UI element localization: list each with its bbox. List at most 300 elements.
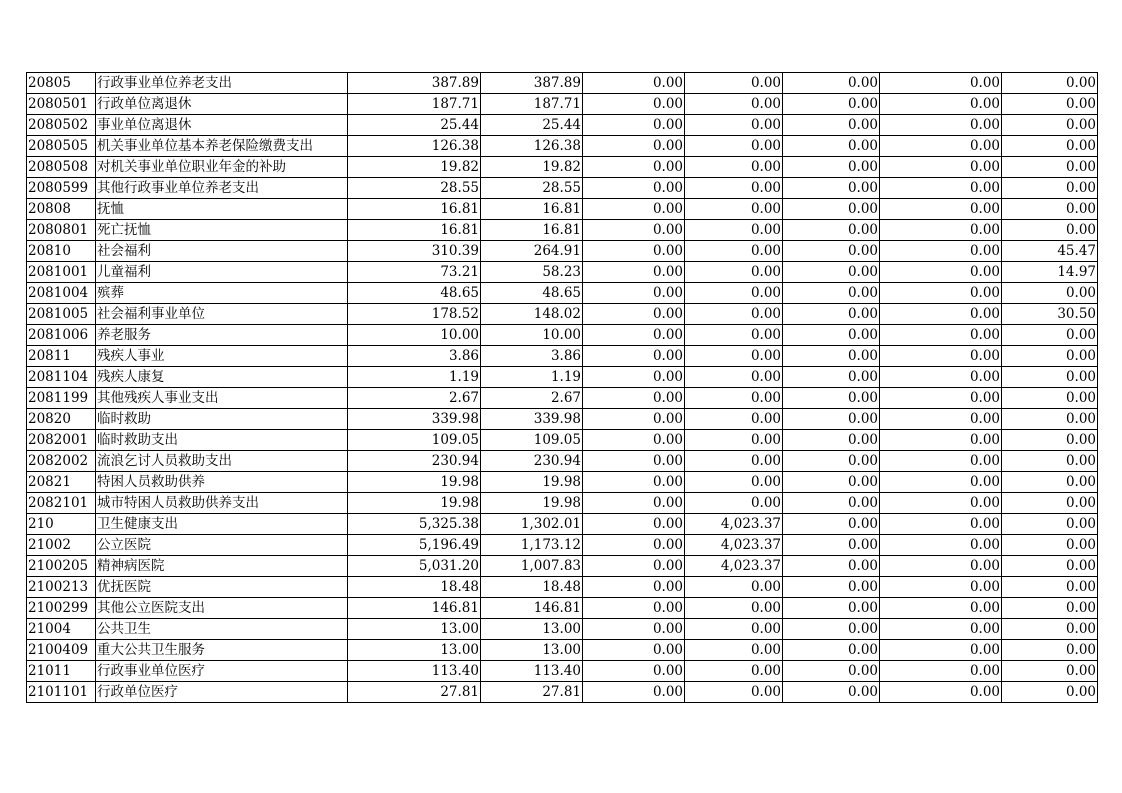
table-row bbox=[27, 94, 1098, 115]
amount-cell: 0.00 bbox=[880, 283, 1002, 304]
amount-cell: 1.19 bbox=[481, 367, 583, 388]
table-row bbox=[27, 556, 1098, 577]
amount-cell: 13.00 bbox=[348, 640, 481, 661]
amount-cell: 0.00 bbox=[583, 304, 685, 325]
subject-name-cell: 儿童福利 bbox=[96, 262, 348, 283]
amount-cell: 0.00 bbox=[880, 367, 1002, 388]
subject-code-cell: 21002 bbox=[27, 535, 96, 556]
subject-code-cell: 2080801 bbox=[27, 220, 96, 241]
amount-cell: 0.00 bbox=[880, 220, 1002, 241]
amount-cell: 0.00 bbox=[783, 619, 880, 640]
table-row bbox=[27, 346, 1098, 367]
table-row bbox=[27, 220, 1098, 241]
amount-cell: 27.81 bbox=[481, 682, 583, 703]
amount-cell: 28.55 bbox=[481, 178, 583, 199]
amount-cell: 0.00 bbox=[1002, 388, 1098, 409]
amount-cell: 19.82 bbox=[481, 157, 583, 178]
subject-name-cell: 重大公共卫生服务 bbox=[96, 640, 348, 661]
amount-cell: 0.00 bbox=[685, 220, 783, 241]
amount-cell: 0.00 bbox=[583, 451, 685, 472]
amount-cell: 0.00 bbox=[783, 367, 880, 388]
amount-cell: 0.00 bbox=[783, 661, 880, 682]
amount-cell: 0.00 bbox=[685, 115, 783, 136]
subject-name-cell: 城市特困人员救助供养支出 bbox=[96, 493, 348, 514]
amount-cell: 4,023.37 bbox=[685, 535, 783, 556]
amount-cell: 0.00 bbox=[583, 367, 685, 388]
amount-cell: 0.00 bbox=[685, 241, 783, 262]
amount-cell: 2.67 bbox=[348, 388, 481, 409]
table-row bbox=[27, 472, 1098, 493]
amount-cell: 230.94 bbox=[481, 451, 583, 472]
subject-name-cell: 公立医院 bbox=[96, 535, 348, 556]
amount-cell: 0.00 bbox=[880, 73, 1002, 94]
amount-cell: 0.00 bbox=[783, 325, 880, 346]
table-row bbox=[27, 409, 1098, 430]
amount-cell: 126.38 bbox=[348, 136, 481, 157]
subject-name-cell: 其他公立医院支出 bbox=[96, 598, 348, 619]
amount-cell: 0.00 bbox=[583, 640, 685, 661]
subject-name-cell: 事业单位离退休 bbox=[96, 115, 348, 136]
subject-code-cell: 2100409 bbox=[27, 640, 96, 661]
amount-cell: 113.40 bbox=[481, 661, 583, 682]
amount-cell: 48.65 bbox=[348, 283, 481, 304]
amount-cell: 0.00 bbox=[685, 451, 783, 472]
amount-cell: 18.48 bbox=[348, 577, 481, 598]
amount-cell: 3.86 bbox=[481, 346, 583, 367]
budget-table bbox=[26, 72, 1098, 703]
amount-cell: 0.00 bbox=[1002, 94, 1098, 115]
amount-cell: 0.00 bbox=[1002, 73, 1098, 94]
amount-cell: 58.23 bbox=[481, 262, 583, 283]
subject-code-cell: 2080599 bbox=[27, 178, 96, 199]
amount-cell: 0.00 bbox=[685, 199, 783, 220]
amount-cell: 0.00 bbox=[880, 262, 1002, 283]
amount-cell: 0.00 bbox=[783, 451, 880, 472]
amount-cell: 310.39 bbox=[348, 241, 481, 262]
amount-cell: 0.00 bbox=[783, 577, 880, 598]
amount-cell: 0.00 bbox=[880, 115, 1002, 136]
amount-cell: 0.00 bbox=[880, 661, 1002, 682]
amount-cell: 0.00 bbox=[583, 493, 685, 514]
amount-cell: 0.00 bbox=[1002, 178, 1098, 199]
amount-cell: 0.00 bbox=[685, 577, 783, 598]
amount-cell: 0.00 bbox=[783, 598, 880, 619]
amount-cell: 0.00 bbox=[583, 514, 685, 535]
subject-name-cell: 残疾人康复 bbox=[96, 367, 348, 388]
subject-name-cell: 卫生健康支出 bbox=[96, 514, 348, 535]
amount-cell: 0.00 bbox=[685, 640, 783, 661]
subject-name-cell: 优抚医院 bbox=[96, 577, 348, 598]
amount-cell: 0.00 bbox=[1002, 220, 1098, 241]
amount-cell: 0.00 bbox=[1002, 430, 1098, 451]
table-row bbox=[27, 514, 1098, 535]
subject-code-cell: 21011 bbox=[27, 661, 96, 682]
subject-code-cell: 2082002 bbox=[27, 451, 96, 472]
amount-cell: 30.50 bbox=[1002, 304, 1098, 325]
amount-cell: 0.00 bbox=[685, 73, 783, 94]
subject-name-cell: 公共卫生 bbox=[96, 619, 348, 640]
table-row bbox=[27, 493, 1098, 514]
amount-cell: 0.00 bbox=[1002, 493, 1098, 514]
amount-cell: 146.81 bbox=[481, 598, 583, 619]
amount-cell: 0.00 bbox=[583, 241, 685, 262]
amount-cell: 0.00 bbox=[1002, 598, 1098, 619]
subject-name-cell: 行政单位离退休 bbox=[96, 94, 348, 115]
amount-cell: 0.00 bbox=[583, 388, 685, 409]
amount-cell: 0.00 bbox=[880, 472, 1002, 493]
amount-cell: 13.00 bbox=[481, 619, 583, 640]
amount-cell: 0.00 bbox=[583, 598, 685, 619]
subject-code-cell: 21004 bbox=[27, 619, 96, 640]
amount-cell: 0.00 bbox=[1002, 115, 1098, 136]
amount-cell: 0.00 bbox=[880, 514, 1002, 535]
amount-cell: 0.00 bbox=[685, 283, 783, 304]
subject-code-cell: 2080508 bbox=[27, 157, 96, 178]
amount-cell: 0.00 bbox=[583, 682, 685, 703]
amount-cell: 0.00 bbox=[783, 430, 880, 451]
amount-cell: 0.00 bbox=[583, 136, 685, 157]
amount-cell: 0.00 bbox=[1002, 346, 1098, 367]
amount-cell: 13.00 bbox=[348, 619, 481, 640]
amount-cell: 25.44 bbox=[481, 115, 583, 136]
subject-code-cell: 2081199 bbox=[27, 388, 96, 409]
table-row bbox=[27, 451, 1098, 472]
amount-cell: 0.00 bbox=[783, 262, 880, 283]
amount-cell: 0.00 bbox=[880, 640, 1002, 661]
amount-cell: 187.71 bbox=[481, 94, 583, 115]
amount-cell: 0.00 bbox=[685, 325, 783, 346]
amount-cell: 16.81 bbox=[481, 199, 583, 220]
amount-cell: 109.05 bbox=[348, 430, 481, 451]
subject-name-cell: 死亡抚恤 bbox=[96, 220, 348, 241]
amount-cell: 10.00 bbox=[348, 325, 481, 346]
subject-name-cell: 行政单位医疗 bbox=[96, 682, 348, 703]
amount-cell: 0.00 bbox=[1002, 619, 1098, 640]
amount-cell: 0.00 bbox=[783, 136, 880, 157]
amount-cell: 178.52 bbox=[348, 304, 481, 325]
amount-cell: 109.05 bbox=[481, 430, 583, 451]
amount-cell: 13.00 bbox=[481, 640, 583, 661]
amount-cell: 0.00 bbox=[783, 199, 880, 220]
amount-cell: 387.89 bbox=[348, 73, 481, 94]
amount-cell: 0.00 bbox=[880, 556, 1002, 577]
amount-cell: 1.19 bbox=[348, 367, 481, 388]
amount-cell: 0.00 bbox=[783, 535, 880, 556]
subject-name-cell: 社会福利 bbox=[96, 241, 348, 262]
subject-code-cell: 2081006 bbox=[27, 325, 96, 346]
amount-cell: 0.00 bbox=[880, 199, 1002, 220]
table-row bbox=[27, 619, 1098, 640]
table-row bbox=[27, 178, 1098, 199]
amount-cell: 5,196.49 bbox=[348, 535, 481, 556]
subject-name-cell: 残疾人事业 bbox=[96, 346, 348, 367]
amount-cell: 0.00 bbox=[783, 388, 880, 409]
table-row bbox=[27, 325, 1098, 346]
amount-cell: 113.40 bbox=[348, 661, 481, 682]
amount-cell: 339.98 bbox=[348, 409, 481, 430]
amount-cell: 0.00 bbox=[783, 514, 880, 535]
amount-cell: 0.00 bbox=[783, 640, 880, 661]
amount-cell: 0.00 bbox=[1002, 451, 1098, 472]
amount-cell: 0.00 bbox=[1002, 661, 1098, 682]
amount-cell: 0.00 bbox=[1002, 325, 1098, 346]
amount-cell: 25.44 bbox=[348, 115, 481, 136]
amount-cell: 0.00 bbox=[583, 178, 685, 199]
subject-code-cell: 2081004 bbox=[27, 283, 96, 304]
amount-cell: 0.00 bbox=[880, 577, 1002, 598]
amount-cell: 0.00 bbox=[583, 577, 685, 598]
amount-cell: 28.55 bbox=[348, 178, 481, 199]
amount-cell: 0.00 bbox=[685, 136, 783, 157]
amount-cell: 0.00 bbox=[685, 493, 783, 514]
amount-cell: 148.02 bbox=[481, 304, 583, 325]
subject-name-cell: 特困人员救助供养 bbox=[96, 472, 348, 493]
amount-cell: 0.00 bbox=[880, 682, 1002, 703]
subject-name-cell: 临时救助 bbox=[96, 409, 348, 430]
amount-cell: 0.00 bbox=[783, 346, 880, 367]
amount-cell: 0.00 bbox=[685, 94, 783, 115]
amount-cell: 0.00 bbox=[1002, 136, 1098, 157]
amount-cell: 0.00 bbox=[1002, 577, 1098, 598]
amount-cell: 0.00 bbox=[783, 556, 880, 577]
amount-cell: 27.81 bbox=[348, 682, 481, 703]
amount-cell: 0.00 bbox=[783, 157, 880, 178]
amount-cell: 73.21 bbox=[348, 262, 481, 283]
amount-cell: 0.00 bbox=[685, 346, 783, 367]
amount-cell: 0.00 bbox=[783, 472, 880, 493]
amount-cell: 0.00 bbox=[880, 598, 1002, 619]
subject-name-cell: 流浪乞讨人员救助支出 bbox=[96, 451, 348, 472]
subject-code-cell: 2100213 bbox=[27, 577, 96, 598]
amount-cell: 126.38 bbox=[481, 136, 583, 157]
amount-cell: 45.47 bbox=[1002, 241, 1098, 262]
amount-cell: 0.00 bbox=[783, 304, 880, 325]
amount-cell: 0.00 bbox=[880, 451, 1002, 472]
subject-code-cell: 20820 bbox=[27, 409, 96, 430]
amount-cell: 0.00 bbox=[583, 115, 685, 136]
subject-name-cell: 殡葬 bbox=[96, 283, 348, 304]
table-row bbox=[27, 535, 1098, 556]
table-row bbox=[27, 241, 1098, 262]
amount-cell: 0.00 bbox=[783, 73, 880, 94]
amount-cell: 0.00 bbox=[783, 94, 880, 115]
subject-code-cell: 2081104 bbox=[27, 367, 96, 388]
subject-name-cell: 对机关事业单位职业年金的补助 bbox=[96, 157, 348, 178]
amount-cell: 0.00 bbox=[583, 325, 685, 346]
amount-cell: 2.67 bbox=[481, 388, 583, 409]
amount-cell: 0.00 bbox=[880, 535, 1002, 556]
amount-cell: 0.00 bbox=[583, 472, 685, 493]
amount-cell: 0.00 bbox=[583, 262, 685, 283]
amount-cell: 0.00 bbox=[1002, 556, 1098, 577]
amount-cell: 1,173.12 bbox=[481, 535, 583, 556]
amount-cell: 0.00 bbox=[685, 262, 783, 283]
amount-cell: 0.00 bbox=[583, 556, 685, 577]
subject-code-cell: 20811 bbox=[27, 346, 96, 367]
amount-cell: 0.00 bbox=[783, 115, 880, 136]
table-row bbox=[27, 157, 1098, 178]
subject-code-cell: 2081001 bbox=[27, 262, 96, 283]
amount-cell: 19.98 bbox=[481, 493, 583, 514]
amount-cell: 146.81 bbox=[348, 598, 481, 619]
subject-code-cell: 2081005 bbox=[27, 304, 96, 325]
amount-cell: 0.00 bbox=[783, 241, 880, 262]
amount-cell: 5,031.20 bbox=[348, 556, 481, 577]
table-row bbox=[27, 577, 1098, 598]
table-row bbox=[27, 430, 1098, 451]
amount-cell: 19.98 bbox=[348, 493, 481, 514]
subject-code-cell: 2082001 bbox=[27, 430, 96, 451]
subject-name-cell: 行政事业单位医疗 bbox=[96, 661, 348, 682]
subject-code-cell: 2080502 bbox=[27, 115, 96, 136]
subject-code-cell: 2080505 bbox=[27, 136, 96, 157]
amount-cell: 10.00 bbox=[481, 325, 583, 346]
subject-code-cell: 20821 bbox=[27, 472, 96, 493]
subject-name-cell: 精神病医院 bbox=[96, 556, 348, 577]
table-row bbox=[27, 115, 1098, 136]
amount-cell: 0.00 bbox=[583, 661, 685, 682]
amount-cell: 0.00 bbox=[880, 241, 1002, 262]
table-row bbox=[27, 304, 1098, 325]
amount-cell: 0.00 bbox=[783, 493, 880, 514]
subject-code-cell: 20805 bbox=[27, 73, 96, 94]
amount-cell: 0.00 bbox=[880, 430, 1002, 451]
amount-cell: 0.00 bbox=[583, 619, 685, 640]
amount-cell: 0.00 bbox=[583, 199, 685, 220]
table-row bbox=[27, 682, 1098, 703]
subject-name-cell: 行政事业单位养老支出 bbox=[96, 73, 348, 94]
amount-cell: 0.00 bbox=[685, 598, 783, 619]
table-row bbox=[27, 136, 1098, 157]
amount-cell: 19.98 bbox=[481, 472, 583, 493]
amount-cell: 0.00 bbox=[583, 430, 685, 451]
subject-name-cell: 临时救助支出 bbox=[96, 430, 348, 451]
amount-cell: 0.00 bbox=[1002, 409, 1098, 430]
subject-code-cell: 210 bbox=[27, 514, 96, 535]
amount-cell: 0.00 bbox=[583, 73, 685, 94]
amount-cell: 387.89 bbox=[481, 73, 583, 94]
amount-cell: 0.00 bbox=[685, 388, 783, 409]
amount-cell: 0.00 bbox=[685, 409, 783, 430]
table-body bbox=[27, 73, 1098, 703]
amount-cell: 0.00 bbox=[880, 409, 1002, 430]
amount-cell: 0.00 bbox=[685, 619, 783, 640]
amount-cell: 16.81 bbox=[348, 220, 481, 241]
amount-cell: 187.71 bbox=[348, 94, 481, 115]
amount-cell: 14.97 bbox=[1002, 262, 1098, 283]
subject-code-cell: 20810 bbox=[27, 241, 96, 262]
amount-cell: 0.00 bbox=[1002, 682, 1098, 703]
amount-cell: 0.00 bbox=[1002, 640, 1098, 661]
table-row bbox=[27, 388, 1098, 409]
table-row bbox=[27, 367, 1098, 388]
amount-cell: 0.00 bbox=[685, 430, 783, 451]
amount-cell: 0.00 bbox=[1002, 283, 1098, 304]
table-row bbox=[27, 73, 1098, 94]
amount-cell: 0.00 bbox=[1002, 367, 1098, 388]
amount-cell: 18.48 bbox=[481, 577, 583, 598]
subject-name-cell: 抚恤 bbox=[96, 199, 348, 220]
subject-code-cell: 2080501 bbox=[27, 94, 96, 115]
amount-cell: 0.00 bbox=[685, 304, 783, 325]
amount-cell: 0.00 bbox=[685, 472, 783, 493]
amount-cell: 3.86 bbox=[348, 346, 481, 367]
amount-cell: 4,023.37 bbox=[685, 514, 783, 535]
amount-cell: 0.00 bbox=[880, 493, 1002, 514]
amount-cell: 1,302.01 bbox=[481, 514, 583, 535]
amount-cell: 0.00 bbox=[880, 619, 1002, 640]
amount-cell: 339.98 bbox=[481, 409, 583, 430]
amount-cell: 1,007.83 bbox=[481, 556, 583, 577]
table-row bbox=[27, 262, 1098, 283]
subject-code-cell: 2082101 bbox=[27, 493, 96, 514]
amount-cell: 0.00 bbox=[880, 304, 1002, 325]
amount-cell: 0.00 bbox=[783, 283, 880, 304]
amount-cell: 0.00 bbox=[880, 388, 1002, 409]
amount-cell: 230.94 bbox=[348, 451, 481, 472]
subject-name-cell: 其他残疾人事业支出 bbox=[96, 388, 348, 409]
table-row bbox=[27, 640, 1098, 661]
amount-cell: 5,325.38 bbox=[348, 514, 481, 535]
amount-cell: 0.00 bbox=[685, 682, 783, 703]
amount-cell: 0.00 bbox=[1002, 472, 1098, 493]
amount-cell: 0.00 bbox=[1002, 514, 1098, 535]
amount-cell: 0.00 bbox=[880, 94, 1002, 115]
table-row bbox=[27, 661, 1098, 682]
amount-cell: 0.00 bbox=[583, 94, 685, 115]
amount-cell: 0.00 bbox=[583, 346, 685, 367]
table-row bbox=[27, 283, 1098, 304]
amount-cell: 19.98 bbox=[348, 472, 481, 493]
subject-code-cell: 2101101 bbox=[27, 682, 96, 703]
amount-cell: 0.00 bbox=[880, 178, 1002, 199]
amount-cell: 16.81 bbox=[348, 199, 481, 220]
amount-cell: 0.00 bbox=[583, 283, 685, 304]
subject-code-cell: 2100299 bbox=[27, 598, 96, 619]
amount-cell: 0.00 bbox=[783, 178, 880, 199]
amount-cell: 0.00 bbox=[685, 661, 783, 682]
subject-code-cell: 20808 bbox=[27, 199, 96, 220]
amount-cell: 19.82 bbox=[348, 157, 481, 178]
subject-name-cell: 其他行政事业单位养老支出 bbox=[96, 178, 348, 199]
table-row bbox=[27, 598, 1098, 619]
subject-name-cell: 养老服务 bbox=[96, 325, 348, 346]
amount-cell: 0.00 bbox=[880, 157, 1002, 178]
amount-cell: 0.00 bbox=[783, 220, 880, 241]
amount-cell: 0.00 bbox=[685, 157, 783, 178]
amount-cell: 0.00 bbox=[583, 157, 685, 178]
amount-cell: 4,023.37 bbox=[685, 556, 783, 577]
amount-cell: 0.00 bbox=[685, 178, 783, 199]
amount-cell: 16.81 bbox=[481, 220, 583, 241]
amount-cell: 0.00 bbox=[583, 409, 685, 430]
amount-cell: 0.00 bbox=[880, 325, 1002, 346]
amount-cell: 0.00 bbox=[1002, 157, 1098, 178]
amount-cell: 0.00 bbox=[1002, 199, 1098, 220]
amount-cell: 0.00 bbox=[783, 409, 880, 430]
amount-cell: 0.00 bbox=[583, 220, 685, 241]
amount-cell: 264.91 bbox=[481, 241, 583, 262]
amount-cell: 48.65 bbox=[481, 283, 583, 304]
subject-name-cell: 机关事业单位基本养老保险缴费支出 bbox=[96, 136, 348, 157]
amount-cell: 0.00 bbox=[1002, 535, 1098, 556]
amount-cell: 0.00 bbox=[880, 346, 1002, 367]
budget-table-page bbox=[26, 72, 1097, 703]
amount-cell: 0.00 bbox=[583, 535, 685, 556]
amount-cell: 0.00 bbox=[880, 136, 1002, 157]
amount-cell: 0.00 bbox=[783, 682, 880, 703]
table-row bbox=[27, 199, 1098, 220]
